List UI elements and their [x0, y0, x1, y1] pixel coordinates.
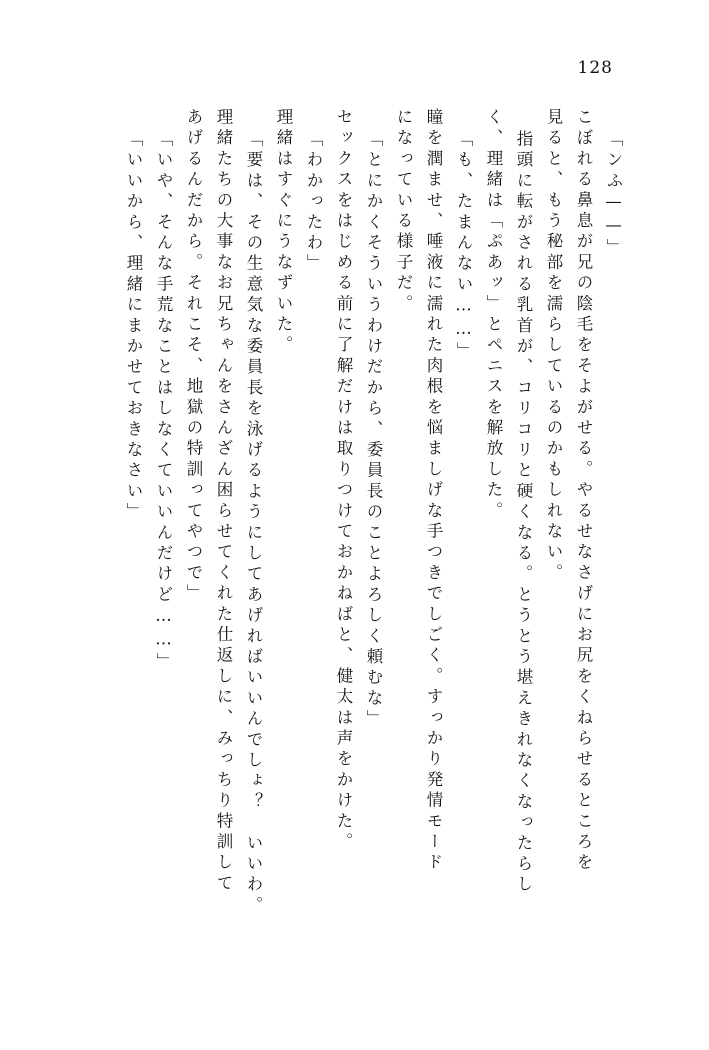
- text-line: 理緒はすぐにうなずいた。: [274, 108, 293, 357]
- text-line: 「も、たまんない……」: [454, 130, 473, 363]
- text-line: 理緒たちの大事なお兄ちゃんをさんざん困らせてくれた仕返しに、みっちり特訓して: [214, 108, 233, 895]
- text-line: 指頭に転がされる乳首が、コリコリと硬くなる。とうとう堪えきれなくなったらし: [514, 130, 533, 896]
- text-line: あげるんだから。それこそ、地獄の特訓ってやつで」: [184, 108, 203, 605]
- text-line: 「とにかくそういうわけだから、委員長のことよろしく頼むな」: [364, 130, 383, 731]
- vertical-text-body: [62, 108, 621, 948]
- text-line: 「いや、そんな手荒なことはしなくていいんだけど……」: [154, 130, 173, 674]
- text-line: 「わかったわ」: [304, 130, 323, 275]
- text-line: く、理緒は「ぷあッ」とペニスを解放した。: [484, 108, 503, 522]
- text-line: 「要は、その生意気な委員長を泳げるようにしてあげればいいんでしょ？ いいわ。: [244, 130, 263, 917]
- text-line: 瞳を潤ませ、唾液に濡れた肉根を悩ましげな手つきでしごく。すっかり発情モード: [424, 108, 443, 874]
- text-line: セックスをはじめる前に了解だけは取りつけておかねばと、健太は声をかけた。: [334, 108, 353, 854]
- text-line: こぼれる鼻息が兄の陰毛をそよがせる。やるせなさげにお尻をくねらせるところを: [574, 108, 593, 874]
- page-number: 128: [577, 58, 613, 78]
- text-line: 「ンふ——」: [604, 130, 623, 260]
- text-line: 見ると、もう秘部を濡らしているのかもしれない。: [544, 108, 563, 585]
- text-line: 「いいから、理緒にまかせておきなさい」: [124, 130, 143, 524]
- text-line: になっている様子だ。: [394, 108, 413, 315]
